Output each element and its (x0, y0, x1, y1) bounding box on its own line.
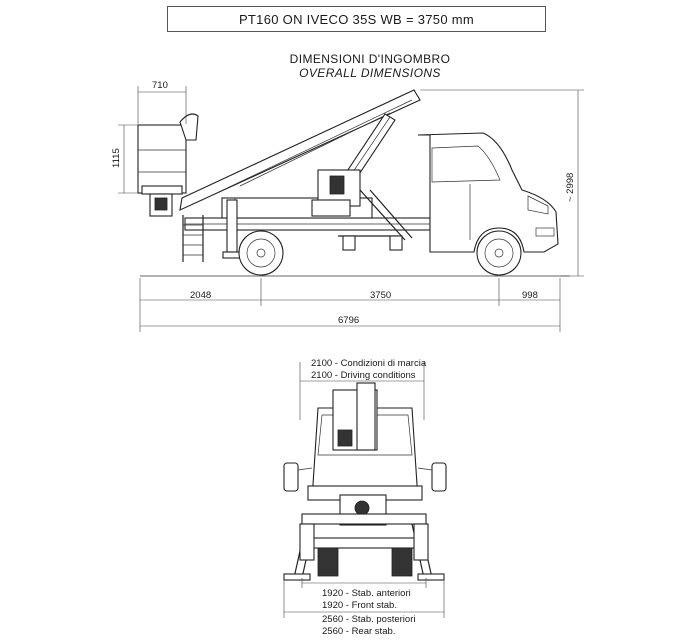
rear-stab-it: 2560 - Stab. posteriori (322, 614, 416, 625)
heading-italian: DIMENSIONI D'INGOMBRO (289, 52, 451, 66)
front-wheel (477, 231, 521, 275)
dim-front-stab (302, 578, 426, 611)
title: PT160 ON IVECO 35S WB = 3750 mm (238, 11, 475, 27)
front-stab-en: 1920 - Front stab. (322, 600, 397, 611)
driving-width-it: 2100 - Condizioni di marcia (311, 358, 427, 369)
dim-basket-height (111, 125, 138, 193)
dim-wheelbase-label: 3750 (370, 290, 392, 301)
dim-total-height-label: ~ 2998 (565, 172, 576, 202)
rear-wheel (239, 231, 283, 275)
dim-front-overhang-label: 998 (522, 290, 538, 301)
dim-rear-overhang-label: 2048 (190, 290, 212, 301)
front-wheel-left (318, 548, 338, 576)
dim-basket-width-label: 710 (152, 80, 168, 91)
dim-basket-height-label: 1115 (111, 148, 122, 168)
dim-basket-width (138, 80, 186, 124)
side-view (111, 80, 584, 332)
front-view (284, 358, 446, 637)
rear-stab-en: 2560 - Rear stab. (322, 626, 396, 637)
dim-total-length (140, 306, 560, 332)
driving-width-en: 2100 - Driving conditions (311, 370, 416, 381)
dim-chain-lengths (140, 278, 560, 306)
heading-english: OVERALL DIMENSIONS (299, 66, 441, 80)
front-stab-it: 1920 - Stab. anteriori (322, 588, 411, 599)
front-wheel-right (392, 548, 412, 576)
front-stabilizers (284, 514, 444, 580)
boom (180, 90, 420, 210)
dim-total-length-label: 6796 (338, 315, 360, 326)
